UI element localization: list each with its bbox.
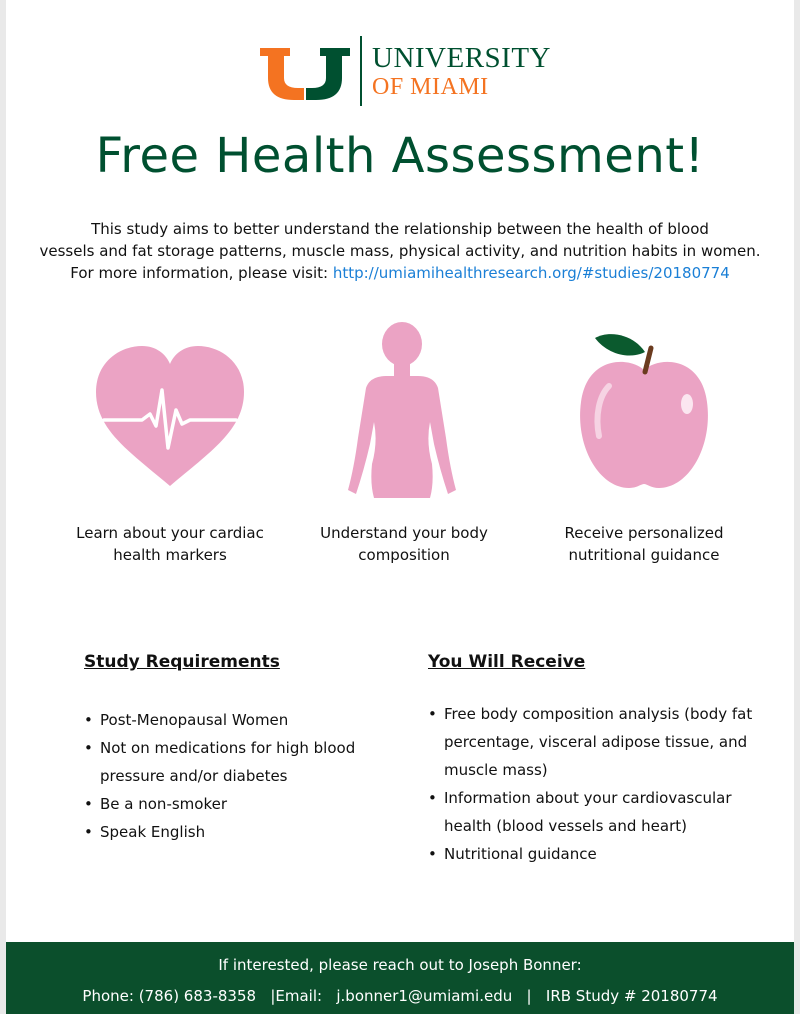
caption-nutrition: Receive personalized nutritional guidance <box>564 524 724 564</box>
requirements-list <box>84 706 404 846</box>
feature-nutrition <box>544 326 744 490</box>
requirements-heading: Study Requirements <box>84 652 280 672</box>
feature-body <box>300 318 500 506</box>
list-item: • Not on medications for high blood pressure and/or diabetes <box>84 734 404 790</box>
intro-text <box>30 218 770 284</box>
body-silhouette-icon <box>330 318 470 506</box>
study-link[interactable]: http://umiamihealthresearch.org/#studies/20180774 <box>332 264 730 282</box>
intro-link-prefix: For more information, please visit: <box>70 264 333 282</box>
caption-cardiac: Learn about your cardiac health markers <box>76 524 264 564</box>
footer-contact-line: Phone: (786) 683-8358 |Email: j.bonner1@umiami.edu | IRB Study # 20180774 <box>82 987 718 1005</box>
receive-list <box>428 700 758 868</box>
list-item: • Nutritional guidance <box>428 840 758 868</box>
feature-cardiac <box>70 340 270 490</box>
intro-line-1: This study aims to better understand the relationship between the health of blood <box>91 220 709 238</box>
logo-text-university: UNIVERSITY <box>372 42 551 74</box>
list-item: • Post-Menopausal Women <box>84 706 404 734</box>
footer-line-1: If interested, please reach out to Joseph Bonner: <box>218 956 582 974</box>
intro-line-3 <box>30 262 770 284</box>
list-item: • Speak English <box>84 818 404 846</box>
receive-heading: You Will Receive <box>428 652 586 672</box>
intro-line-2: vessels and fat storage patterns, muscle mass, physical activity, and nutrition habits in women. <box>39 242 761 260</box>
logo-divider <box>360 36 362 106</box>
page-title: Free Health Assessment! <box>95 128 705 184</box>
flyer-page <box>6 0 794 1014</box>
logo-text-of-miami: OF MIAMI <box>372 74 489 100</box>
list-item: • Information about your cardiovascular health (blood vessels and heart) <box>428 784 758 840</box>
contact-footer <box>6 942 794 1014</box>
heart-icon <box>90 340 250 490</box>
caption-body: Understand your body composition <box>320 524 488 564</box>
apple-icon <box>569 326 719 490</box>
list-item: • Free body composition analysis (body fat percentage, visceral adipose tissue, and muscle mass) <box>428 700 758 784</box>
u-logo-icon <box>260 44 350 100</box>
university-logo <box>260 36 560 108</box>
list-item: • Be a non-smoker <box>84 790 404 818</box>
